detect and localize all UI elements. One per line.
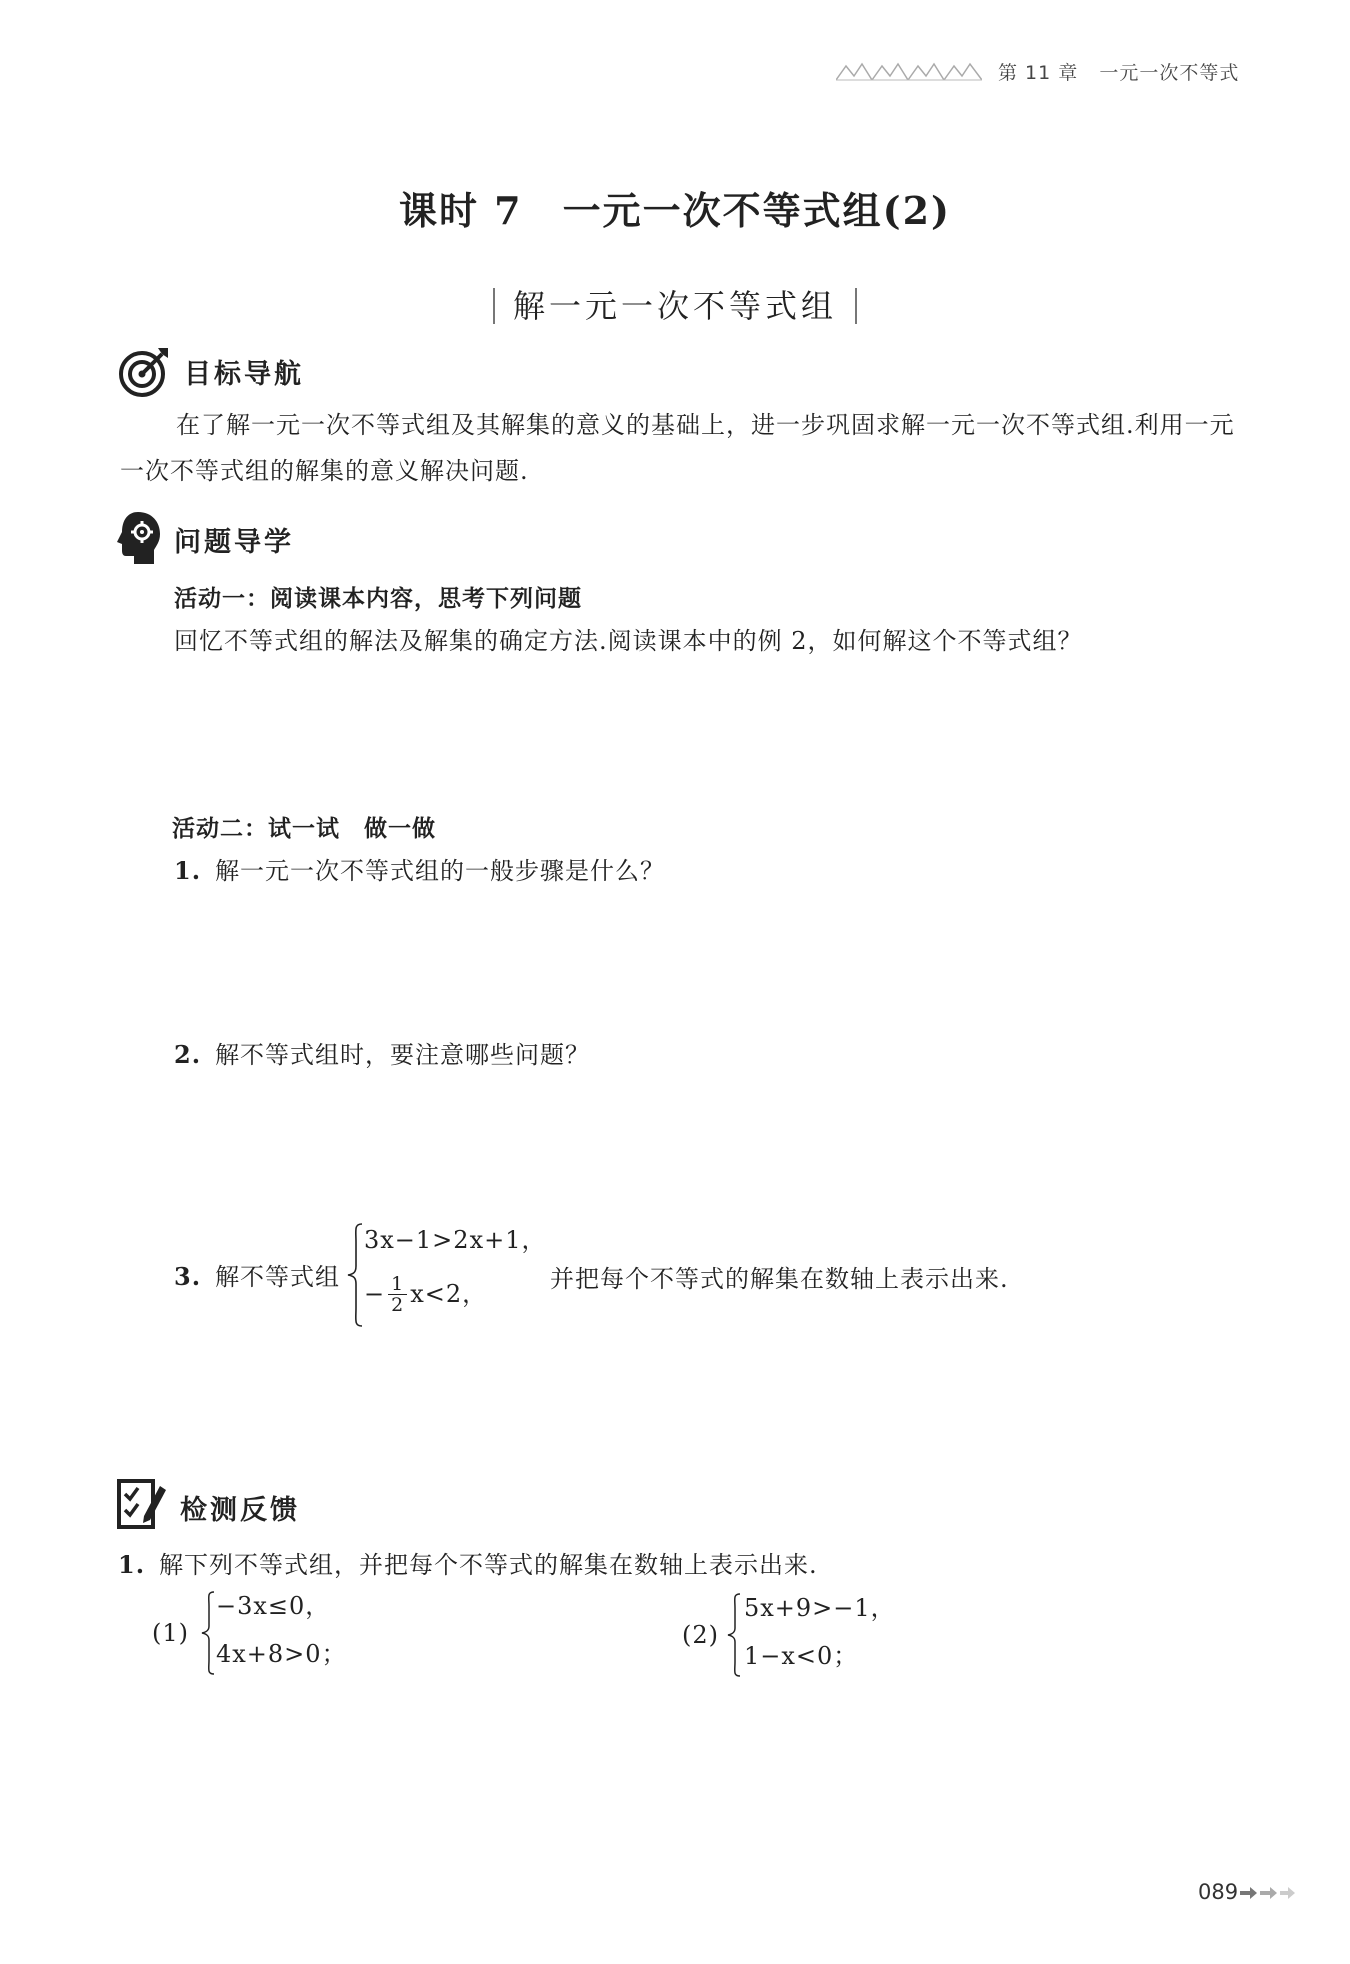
q3-inequality-2-rest: x<2， (410, 1280, 488, 1308)
brace-q3 (346, 1222, 364, 1328)
sub2-inequality-2: 1−x<0； (744, 1642, 859, 1670)
question-2-number: 2. (174, 1040, 202, 1069)
activity1-title: 活动一：阅读课本内容，思考下列问题 (174, 586, 582, 612)
question-3-number: 3. (174, 1262, 202, 1291)
checklist-pen-icon (116, 1476, 166, 1532)
feedback-question-1 (118, 1542, 818, 1588)
question-1-text: 解一元一次不等式组的一般步骤是什么？ (215, 857, 666, 885)
arrow-right-icon (1240, 1884, 1296, 1902)
q3-inequality-1: 3x−1>2x+1， (364, 1226, 547, 1254)
brace-sub1 (200, 1590, 216, 1676)
question-2-text: 解不等式组时，要注意哪些问题？ (215, 1041, 591, 1069)
question-1 (174, 848, 665, 894)
sub2-label: (2) (682, 1621, 719, 1649)
question-3-prefix: 解不等式组 (215, 1263, 341, 1291)
question-3-lead (174, 1254, 340, 1300)
lesson-title: 课时 7 一元一次不等式组(2) (398, 188, 952, 233)
sub1-label: (1) (152, 1619, 189, 1647)
sub2-inequality-1: 5x+9>−1， (744, 1594, 896, 1622)
lesson-subtitle: 解一元一次不等式组 (493, 288, 857, 324)
q3-minus-sign: − (364, 1280, 386, 1308)
guided-heading: 问题导学 (174, 527, 294, 558)
target-icon (118, 346, 170, 398)
feedback-q1-number: 1. (118, 1550, 146, 1579)
header-mountain-decoration (836, 60, 982, 82)
chapter-title: 一元一次不等式 (1099, 62, 1240, 84)
brace-sub2 (726, 1592, 742, 1678)
sub1-inequality-2: 4x+8>0； (216, 1640, 347, 1668)
q3-fraction-numerator: 1 (388, 1274, 407, 1295)
q3-fraction-denominator: 2 (391, 1293, 405, 1316)
goals-heading: 目标导航 (184, 359, 304, 390)
chapter-header (998, 58, 1239, 85)
subtitle-container (0, 288, 1350, 324)
goals-text: 在了解一元一次不等式组及其解集的意义的基础上，进一步巩固求解一元一次不等式组.利用一元一次不等式组的解集的意义解决问题. (120, 411, 1235, 485)
head-gear-icon (116, 510, 162, 566)
activity2-title: 活动二：试一试 做一做 (172, 816, 436, 842)
sub1-inequality-1: −3x≤0， (216, 1592, 331, 1620)
activity1-text: 回忆不等式组的解法及解集的确定方法.阅读课本中的例 2，如何解这个不等式组？ (174, 627, 1083, 655)
page-number: 089 (1198, 1880, 1239, 1904)
chapter-number: 第 11 章 (998, 62, 1079, 84)
feedback-heading: 检测反馈 (180, 1495, 300, 1526)
question-3-suffix: 并把每个不等式的解集在数轴上表示出来. (550, 1265, 1009, 1293)
q3-fraction (388, 1274, 407, 1315)
question-2 (174, 1032, 590, 1078)
q3-inequality-2 (364, 1272, 487, 1316)
question-1-number: 1. (174, 856, 202, 885)
feedback-q1-text: 解下列不等式组，并把每个不等式的解集在数轴上表示出来. (159, 1551, 818, 1579)
